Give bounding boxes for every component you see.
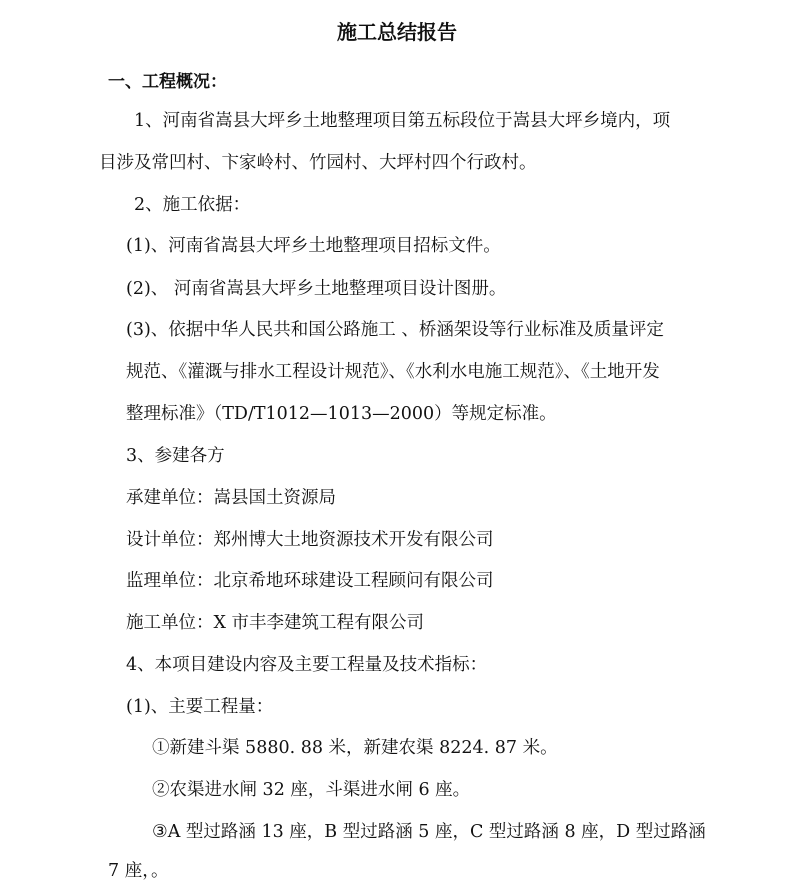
paragraph-location-line2: 目涉及常凹村、卞家岭村、竹园村、大坪村四个行政村。 [99,153,537,173]
quantity-item-1: ①新建斗渠 5880. 88 米，新建农渠 8224. 87 米。 [152,738,558,758]
heading-scope: 4、本项目建设内容及主要工程量及技术指标： [126,655,488,675]
basis-item-3-line2: 规范、《灌溉与排水工程设计规范》、《水利水电施工规范》、《土地开发 [126,362,660,382]
basis-item-3-line1: (3)、依据中华人民共和国公路施工 、桥涵架设等行业标准及质量评定 [126,320,664,340]
party-construction: 施工单位：X 市丰李建筑工程有限公司 [126,613,425,633]
heading-construction-basis: 2、施工依据： [134,195,251,215]
section-heading-overview: 一、工程概况： [108,72,227,92]
party-owner: 承建单位：嵩县国土资源局 [126,488,336,508]
basis-item-2: (2)、 河南省嵩县大坪乡土地整理项目设计图册。 [126,279,507,299]
heading-quantities: (1)、主要工程量： [126,697,274,717]
quantity-item-3-line1: ③A 型过路涵 13 座，B 型过路涵 5 座，C 型过路涵 8 座，D 型过路涵 [152,822,706,842]
heading-parties: 3、参建各方 [126,446,225,466]
party-supervision: 监理单位：北京希地环球建设工程顾问有限公司 [126,571,494,591]
quantity-item-3-line2: 7 座，。 [108,861,169,881]
quantity-item-2: ②农渠进水闸 32 座，斗渠进水闸 6 座。 [152,780,471,800]
party-design: 设计单位：郑州博大土地资源技术开发有限公司 [126,530,494,550]
page-title: 施工总结报告 [337,20,457,44]
basis-item-1: (1)、河南省嵩县大坪乡土地整理项目招标文件。 [126,236,501,256]
basis-item-3-line3: 整理标准》（TD/T1012—1013—2000）等规定标准。 [126,404,557,424]
paragraph-location-line1: 1、河南省嵩县大坪乡土地整理项目第五标段位于嵩县大坪乡境内，项 [134,111,671,131]
